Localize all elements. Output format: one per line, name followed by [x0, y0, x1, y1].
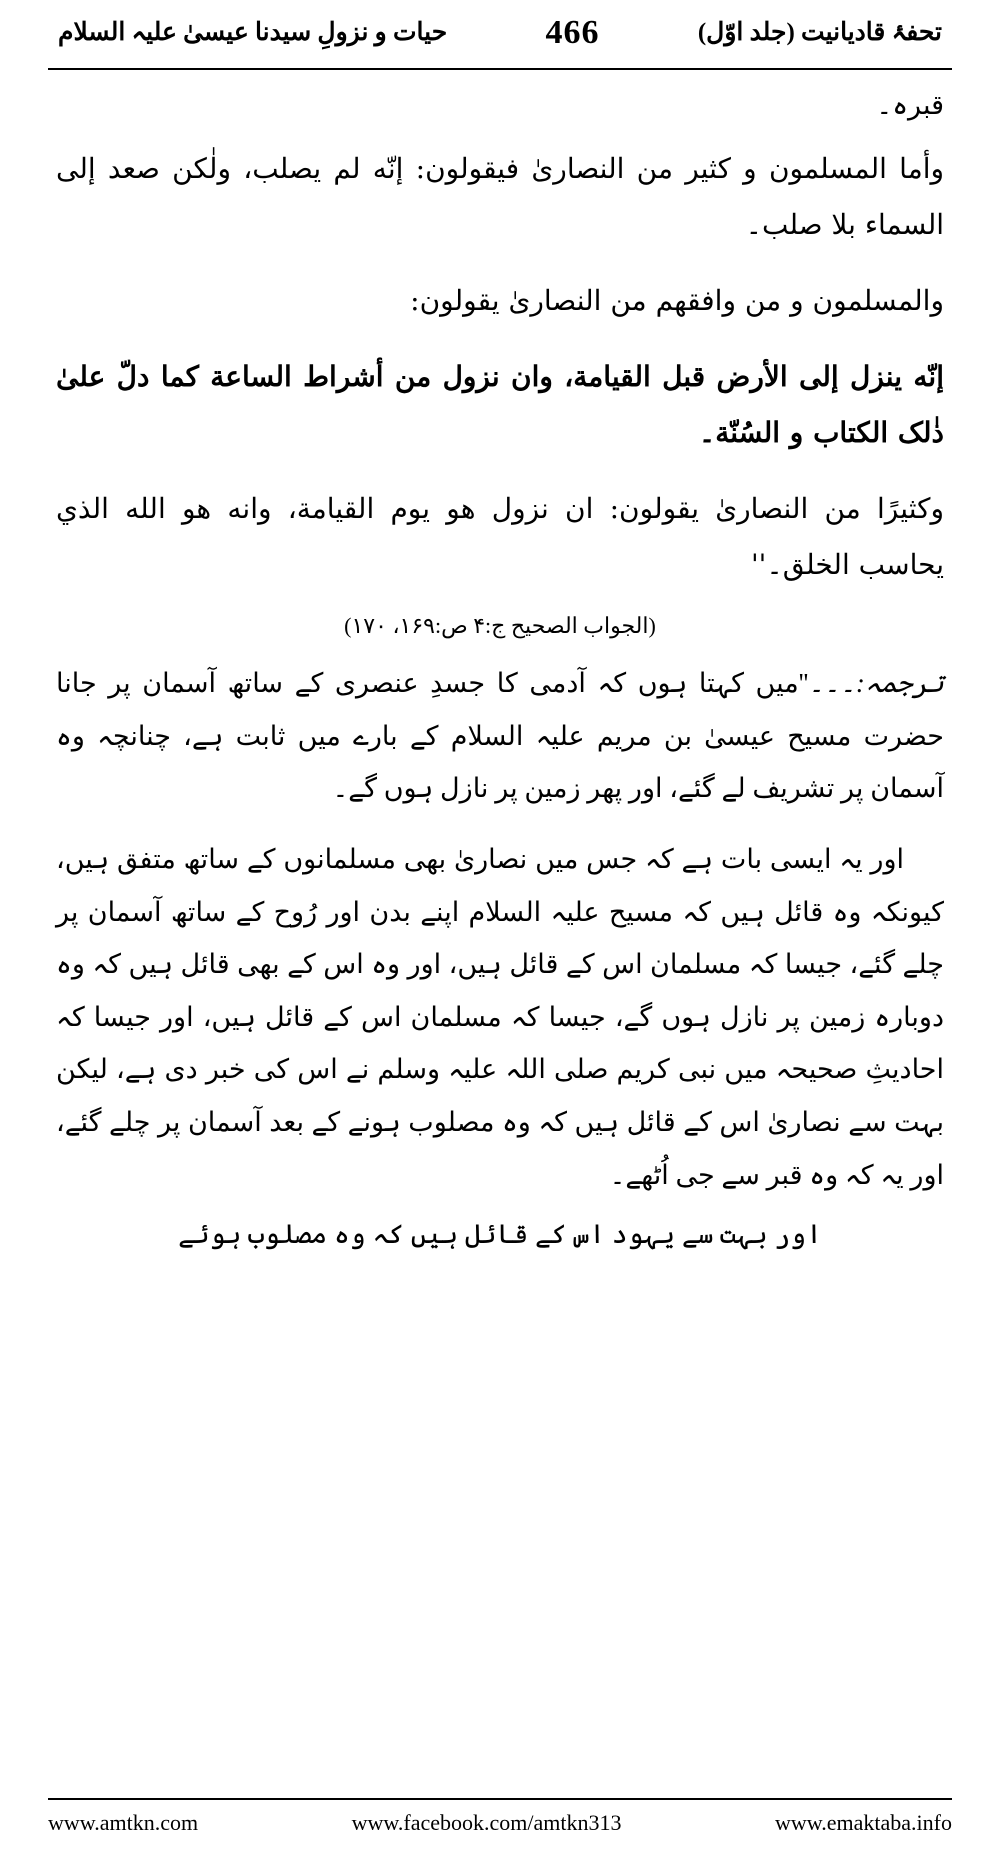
urdu-paragraph-2: اور یہ ایسی بات ہے کہ جس میں نصارىٰ بھی مسلمانوں کے ساتھ متفق ہیں، کیونکہ وہ قائل ہیں کہ مسیح علیہ السلام اپنے بدن اور رُوح کے ساتھ آسمان پر چلے گئے، جیسا کہ مسلمان اس کے قائل ہیں، اور وہ اس کے بھی قائل ہیں کہ وہ دوبارہ زمین پر نازل ہوں گے، جیسا کہ مسلمان اس کے قائل ہیں، اور جیسا کہ احادیثِ صحیحہ میں نبی کریم صلی اللہ علیہ وسلم نے اس کی خبر دی ہے، لیکن بہت سے نصارىٰ اس کے قائل ہیں کہ وہ مصلوب ہونے کے بعد آسمان پر چلے گئے، اور یہ کہ وہ قبر سے جی اُٹھے۔ — [56, 843, 944, 1190]
header-chapter-title: حیات و نزولِ سیدنا عیسیٰ علیہ السلام — [58, 19, 448, 46]
urdu-paragraph-3: اور بہت سے یہود اس کے قائل ہیں کہ وہ مصلوب ہوئے — [178, 1219, 822, 1250]
footer-link-emaktaba[interactable]: www.emaktaba.info — [775, 1810, 952, 1835]
header-book-title: تحفۂ قادیانیت (جلد اوّل) — [697, 19, 942, 46]
body-line-continuation: قبرہ۔ — [876, 90, 944, 120]
page-footer-wrap — [0, 1798, 1000, 1850]
translation-paragraph — [56, 657, 944, 815]
arabic-quote-4: وكثيرًا من النصارىٰ يقولون: ان نزول هو يوم القيامة، وانه هو الله الذي يحاسب الخلق۔'' — [56, 492, 944, 581]
footer-divider — [48, 1798, 952, 1800]
footer-link-facebook[interactable]: www.facebook.com/amtkn313 — [351, 1810, 622, 1835]
page-number: 466 — [545, 14, 600, 51]
footer-link-amtkn[interactable]: www.amtkn.com — [48, 1810, 199, 1835]
citation-reference: (الجواب الصحيح ج:۴ ص:۱۶۹، ۱۷۰) — [344, 613, 656, 638]
translation-label: ترجمہ:۔۔۔ — [808, 668, 944, 698]
arabic-quote-3: إنّه ينزل إلى الأرض قبل القيامة، وان نزول من أشراط الساعة كما دلّ علىٰ ذٰلک الكتاب و السُنّة۔ — [56, 360, 945, 449]
arabic-quote-1: وأما المسلمون و كثير من النصارىٰ فيقولون: إنّه لم يصلب، ولٰكن صعد إلى السماء بلا صلب۔ — [56, 152, 944, 241]
page-content — [48, 70, 952, 1250]
translation-text: ''میں کہتا ہوں کہ آدمی کا جسدِ عنصری کے ساتھ آسمان پر جانا حضرت مسیح عیسیٰ بن مریم علیہ السلام کے بارے میں ثابت ہے، چنانچہ وہ آسمان پر تشریف لے گئے، اور پھر زمین پر نازل ہوں گے۔ — [56, 668, 944, 804]
page-header — [48, 0, 952, 62]
page-footer — [48, 1810, 952, 1836]
arabic-quote-2: والمسلمون و من وافقهم من النصارىٰ يقولون: — [410, 284, 944, 317]
